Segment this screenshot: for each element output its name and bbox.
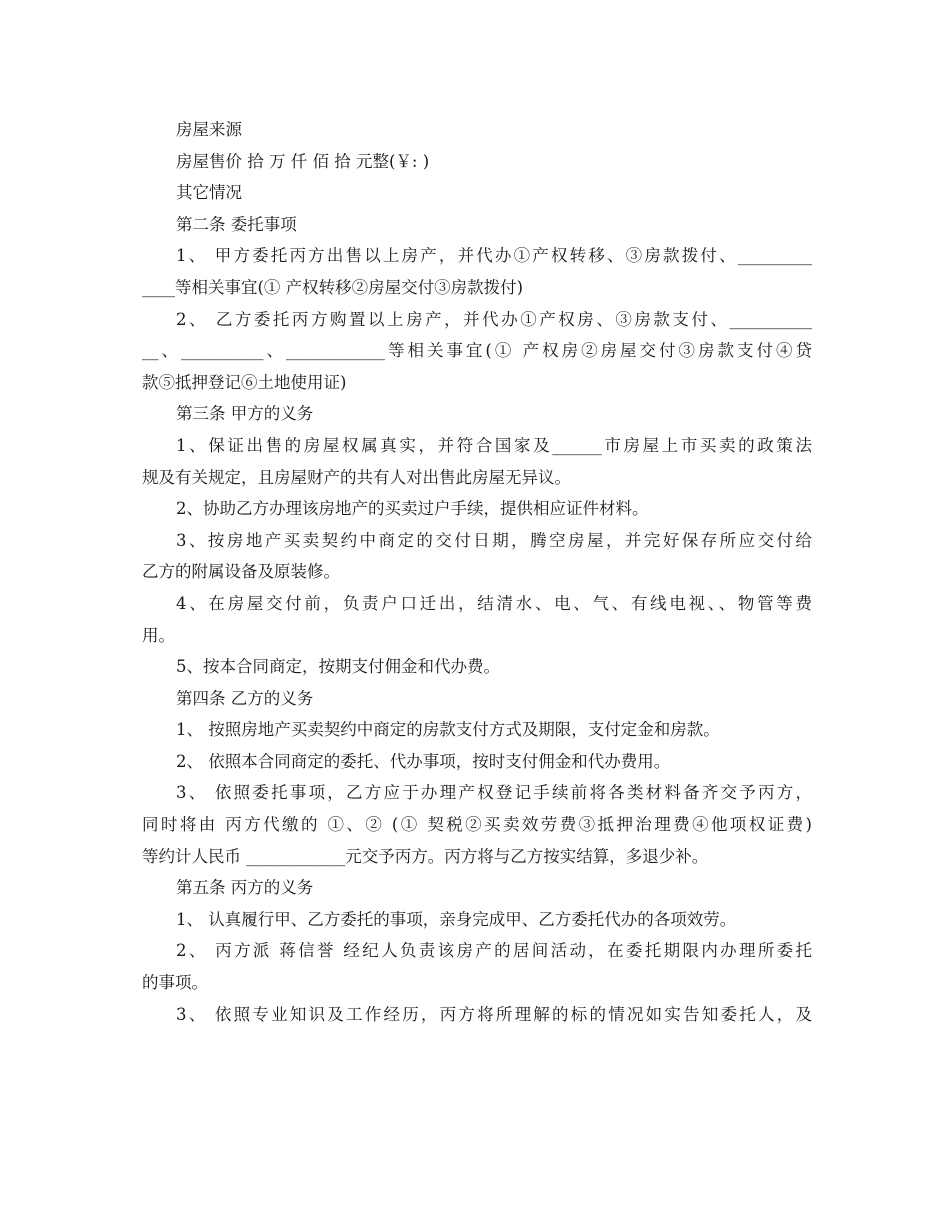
text-line: 2、协助乙方办理该房地产的买卖过户手续，提供相应证件材料。 [176,499,649,519]
text-line: 规及有关规定，且房屋财产的共有人对出售此房屋无异议。 [142,467,571,487]
text-line: 2、 依照本合同商定的委托、代办事项，按时支付佣金和代办费用。 [176,751,671,771]
text-line: 4、在房屋交付前，负责户口迁出，结清水、电、气、有线电视、、物管等费 [176,593,812,613]
text-line: 第三条 甲方的义务 [176,404,314,424]
text-line: 第二条 委托事项 [176,214,297,234]
text-line: 1、保证出售的房屋权属真实，并符合国家及______市房屋上市买卖的政策法 [176,435,812,455]
text-line: 的事项。 [142,973,208,993]
text-line: 乙方的附属设备及原装修。 [142,562,340,582]
text-line: 房屋来源 [176,120,242,139]
text-line: ____等相关事宜(① 产权转移②房屋交付③房款拨付) [142,277,524,297]
text-line: 5、按本合同商定，按期支付佣金和代办费。 [176,657,500,677]
text-line: 3、 依照委托事项，乙方应于办理产权登记手续前将各类材料备齐交予丙方， [176,783,812,803]
text-line: 2、 丙方派 蒋信誉 经纪人负责该房产的居间活动，在委托期限内办理所委托 [176,941,812,961]
text-line: 1、 甲方委托丙方出售以上房产，并代办①产权转移、③房款拨付、_________ [176,246,812,266]
text-line: 款⑤抵押登记⑥土地使用证) [142,372,347,392]
text-line: 3、按房地产买卖契约中商定的交付日期，腾空房屋，并完好保存所应交付给 [176,530,812,550]
text-line: 第五条 丙方的义务 [176,878,314,898]
text-line: 1、 认真履行甲、乙方委托的事项，亲身完成甲、乙方委托代办的各项效劳。 [176,909,737,929]
text-line: 等约计人民币 ____________元交予丙方。丙方将与乙方按实结算，多退少补。 [142,846,709,866]
text-line: 2、 乙方委托丙方购置以上房产，并代办①产权房、③房款支付、__________ [176,309,812,329]
text-line: __、__________、____________等相关事宜(① 产权房②房屋交付③房款支付④贷 [142,341,812,361]
document-page [142,114,812,1030]
text-line: 3、 依照专业知识及工作经历，丙方将所理解的标的情况如实告知委托人，及 [176,1004,812,1024]
text-line: 1、 按照房地产买卖契约中商定的房款支付方式及期限，支付定金和房款。 [176,720,720,740]
text-line: 其它情况 [176,183,242,203]
text-line: 第四条 乙方的义务 [176,688,314,708]
text-line: 房屋售价 拾 万 仟 佰 拾 元整(￥: ) [176,151,430,171]
text-line: 用。 [142,625,175,645]
text-line: 同时将由 丙方代缴的 ①、② (① 契税②买卖效劳费③抵押治理费④他项权证费) [142,815,812,835]
